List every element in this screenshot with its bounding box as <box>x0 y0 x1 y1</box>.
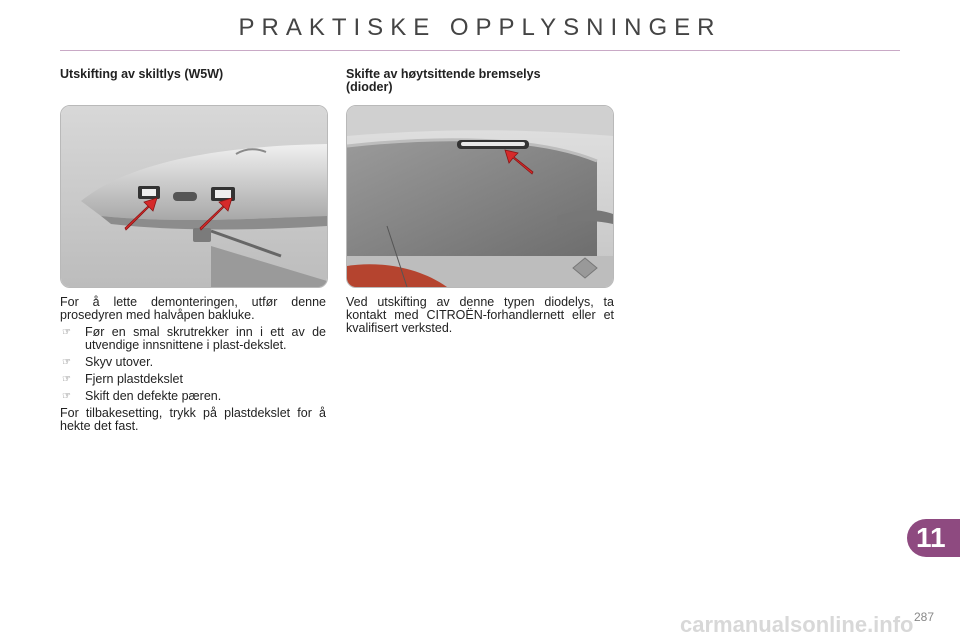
list-item <box>60 390 326 403</box>
left-heading: Utskifting av skiltlys (W5W) <box>60 67 224 81</box>
left-body <box>60 296 326 437</box>
right-heading-line2: (dioder) <box>346 80 393 94</box>
page-number: 287 <box>914 610 935 624</box>
figure-high-brake-light <box>346 105 614 288</box>
illustration-tailgate <box>61 106 327 287</box>
illustration-rear-window <box>347 106 613 287</box>
list-item-text: Skift den defekte pæren. <box>85 389 222 403</box>
figure-license-plate-lights <box>60 105 328 288</box>
right-body <box>346 296 614 339</box>
list-item-text: Skyv utover. <box>85 355 154 369</box>
right-heading <box>346 68 616 94</box>
finger-pointer-icon: ☞ <box>62 374 71 385</box>
intro-text: For å lette demonteringen, utfør denne prosedyren med halvåpen bakluke. <box>60 295 326 322</box>
chapter-tab: 11 <box>907 519 960 557</box>
right-heading-line1: Skifte av høytsittende bremselys <box>346 67 541 81</box>
list-item <box>60 326 326 352</box>
outro-text: For tilbakesetting, trykk på plastdekslet for å hekte det fast. <box>60 406 326 433</box>
list-item <box>60 373 326 386</box>
list-item-text: Før en smal skrutrekker inn i ett av de utvendige innsnittene i plast-dekslet. <box>85 325 326 352</box>
list-item-text: Fjern plastdekslet <box>85 372 183 386</box>
page-title: PRAKTISKE OPPLYSNINGER <box>238 14 722 41</box>
finger-pointer-icon: ☞ <box>62 357 71 368</box>
right-text: Ved utskifting av denne typen diodelys, ta kontakt med CITROËN-forhandlernett eller et kvalifisert verksted. <box>346 295 614 335</box>
list-item <box>60 356 326 369</box>
header-rule <box>60 50 900 51</box>
watermark: carmanualsonline.info <box>680 612 914 637</box>
finger-pointer-icon: ☞ <box>62 327 71 338</box>
finger-pointer-icon: ☞ <box>62 391 71 402</box>
